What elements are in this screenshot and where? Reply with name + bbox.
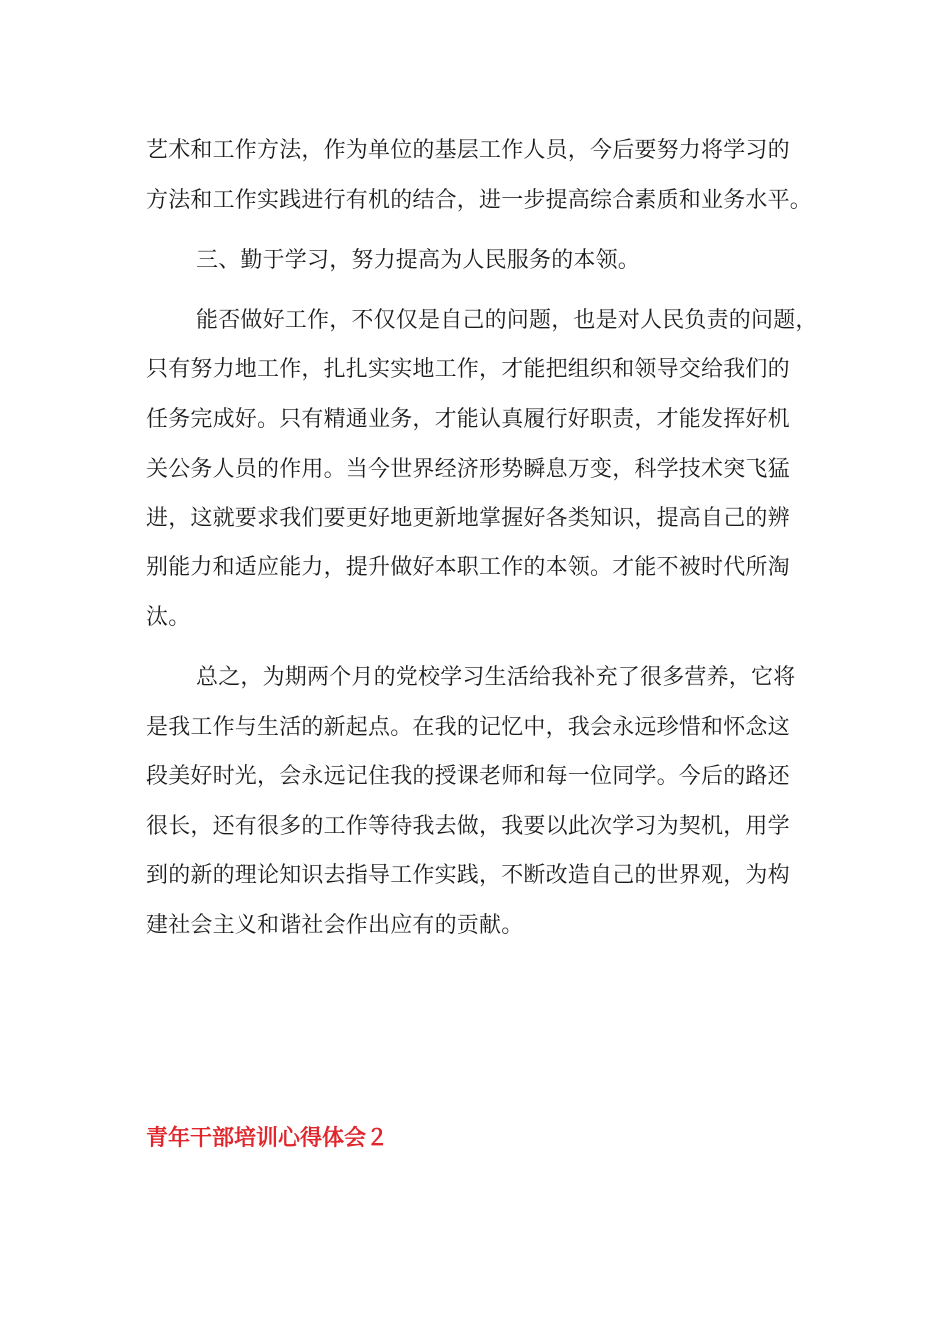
paragraph-line: 艺术和工作方法，作为单位的基层工作人员，今后要努力将学习的 xyxy=(146,138,790,163)
paragraph-line: 很长，还有很多的工作等待我去做，我要以此次学习为契机，用学 xyxy=(146,814,790,839)
section-title: 三、勤于学习，努力提高为人民服务的本领。 xyxy=(196,248,641,273)
paragraph-line: 汰。 xyxy=(146,605,191,630)
paragraph-line: 总之，为期两个月的党校学习生活给我补充了很多营养，它将 xyxy=(196,665,796,690)
paragraph-line: 只有努力地工作，扎扎实实地工作，才能把组织和领导交给我们的 xyxy=(146,357,790,382)
article-heading: 青年干部培训心得体会２ xyxy=(146,1126,389,1151)
paragraph-line: 进，这就要求我们要更好地更新地掌握好各类知识，提高自己的辨 xyxy=(146,506,790,531)
paragraph-line: 建社会主义和谐社会作出应有的贡献。 xyxy=(146,913,524,938)
paragraph-line: 任务完成好。只有精通业务，才能认真履行好职责，才能发挥好机 xyxy=(146,407,790,432)
paragraph-line: 能否做好工作，不仅仅是自己的问题，也是对人民负责的问题， xyxy=(196,308,818,333)
paragraph-line: 是我工作与生活的新起点。在我的记忆中，我会永远珍惜和怀念这 xyxy=(146,715,790,740)
paragraph-line: 方法和工作实践进行有机的结合，进一步提高综合素质和业务水平。 xyxy=(146,188,813,213)
paragraph-line: 关公务人员的作用。当今世界经济形势瞬息万变，科学技术突飞猛 xyxy=(146,457,790,482)
paragraph-line: 到的新的理论知识去指导工作实践，不断改造自己的世界观，为构 xyxy=(146,863,790,888)
paragraph-line: 别能力和适应能力，提升做好本职工作的本领。才能不被时代所淘 xyxy=(146,555,790,580)
paragraph-line: 段美好时光，会永远记住我的授课老师和每一位同学。今后的路还 xyxy=(146,764,790,789)
